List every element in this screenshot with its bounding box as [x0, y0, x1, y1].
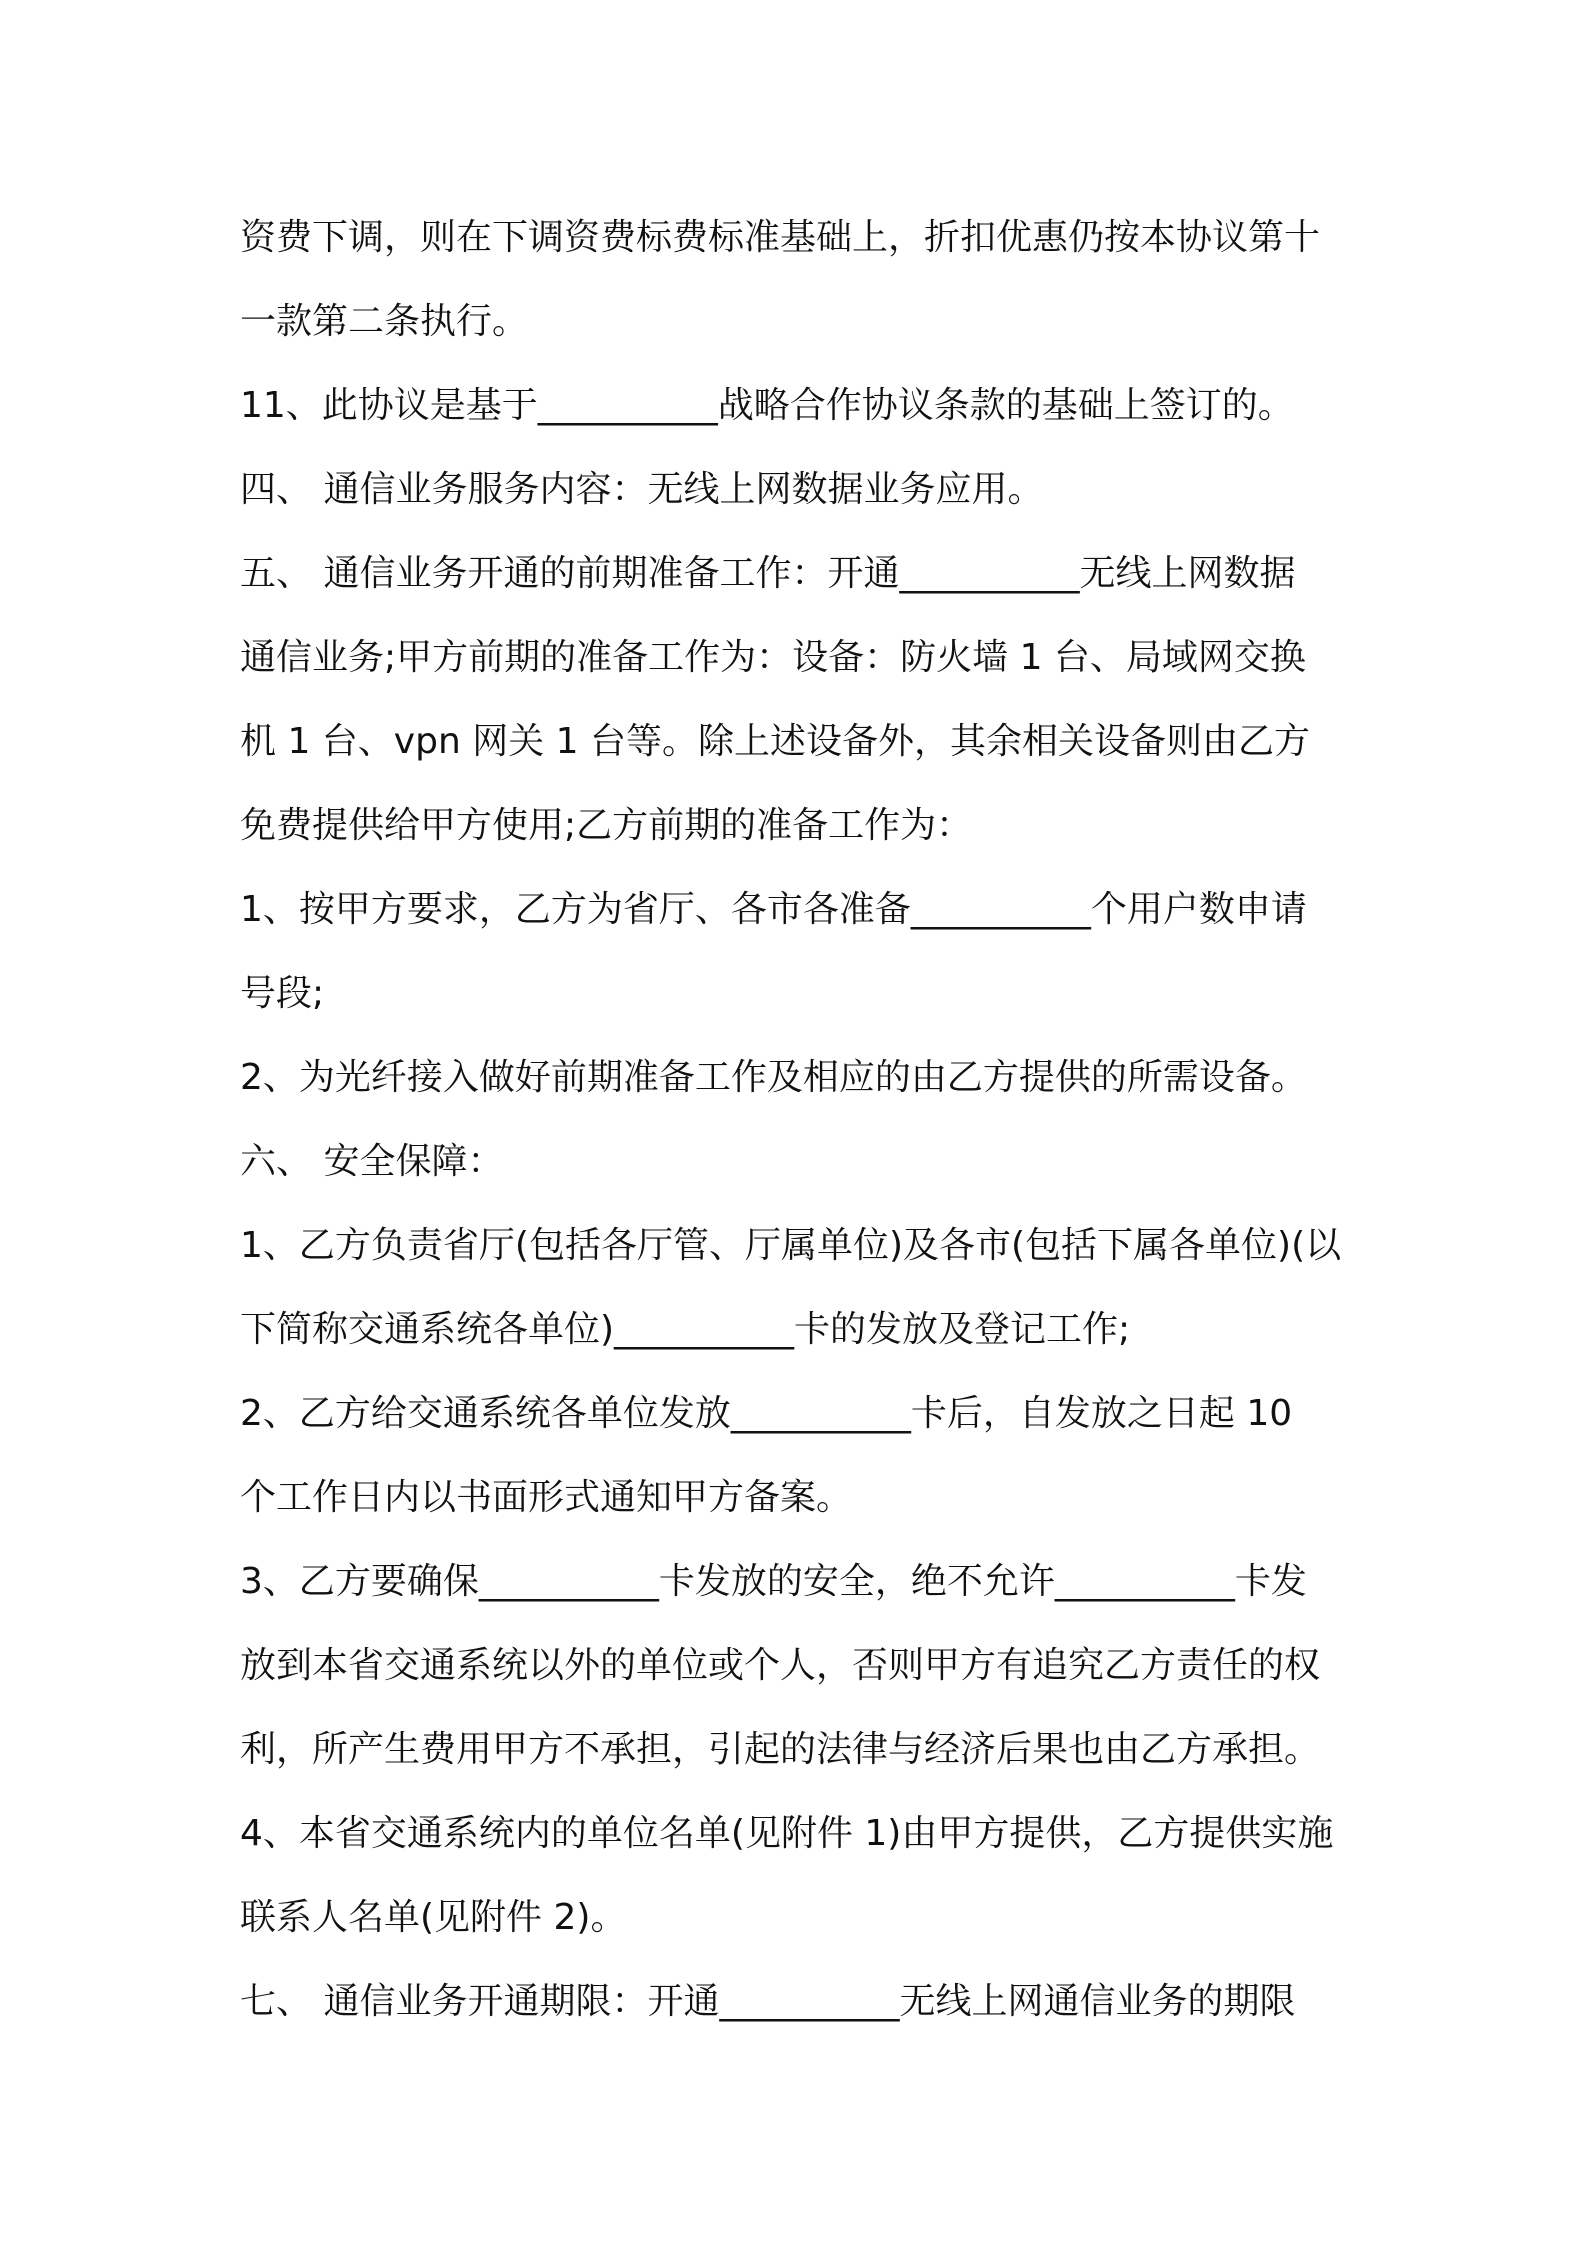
text-line: 一款第二条执行。 — [240, 301, 529, 342]
text-line: 2、为光纤接入做好前期准备工作及相应的由乙方提供的所需设备。 — [240, 1057, 1307, 1098]
text-line: 下简称交通系统各单位)__________卡的发放及登记工作; — [240, 1309, 1131, 1350]
text-line: 1、乙方负责省厅(包括各厅管、厅属单位)及各市(包括下属各单位)(以 — [240, 1225, 1342, 1266]
section-heading: 五、 通信业务开通的前期准备工作：开通__________无线上网数据 — [240, 553, 1296, 594]
text-line: 资费下调，则在下调资费标费标准基础上，折扣优惠仍按本协议第十 — [240, 217, 1321, 258]
text-line: 联系人名单(见附件 2)。 — [240, 1897, 627, 1938]
text-line: 利，所产生费用甲方不承担，引起的法律与经济后果也由乙方承担。 — [240, 1729, 1321, 1770]
text-line: 通信业务;甲方前期的准备工作为：设备：防火墙 1 台、局域网交换 — [240, 637, 1306, 678]
text-line: 3、乙方要确保__________卡发放的安全，绝不允许__________卡发 — [240, 1561, 1307, 1602]
text-line: 2、乙方给交通系统各单位发放__________卡后，自发放之日起 10 — [240, 1393, 1293, 1434]
text-line: 免费提供给甲方使用;乙方前期的准备工作为： — [240, 805, 973, 846]
text-line: 个工作日内以书面形式通知甲方备案。 — [240, 1477, 853, 1518]
text-line: 11、此协议是基于__________战略合作协议条款的基础上签订的。 — [240, 385, 1294, 426]
text-line: 1、按甲方要求，乙方为省厅、各市各准备__________个用户数申请 — [240, 889, 1307, 930]
section-heading: 四、 通信业务服务内容：无线上网数据业务应用。 — [240, 469, 1044, 510]
section-heading: 七、 通信业务开通期限：开通__________无线上网通信业务的期限 — [240, 1981, 1296, 2022]
document-body — [240, 196, 1355, 2044]
text-line: 放到本省交通系统以外的单位或个人，否则甲方有追究乙方责任的权 — [240, 1645, 1321, 1686]
text-line: 4、本省交通系统内的单位名单(见附件 1)由甲方提供，乙方提供实施 — [240, 1813, 1334, 1854]
text-line: 机 1 台、vpn 网关 1 台等。除上述设备外，其余相关设备则由乙方 — [240, 721, 1310, 762]
text-line: 号段; — [240, 973, 325, 1014]
section-heading: 六、 安全保障： — [240, 1141, 504, 1182]
